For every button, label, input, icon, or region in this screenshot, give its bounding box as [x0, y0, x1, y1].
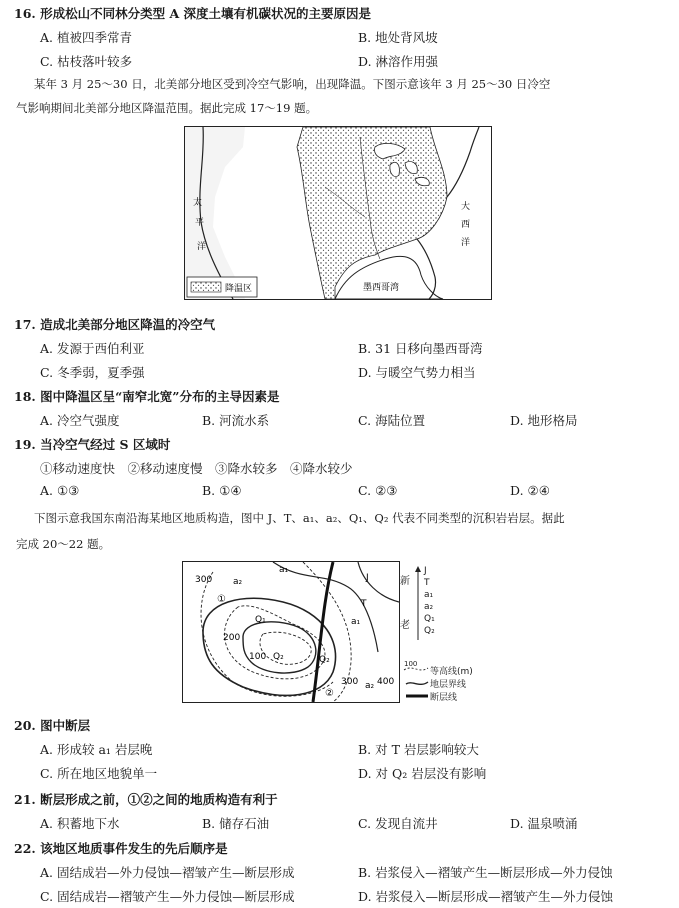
- lead1-line1: 某年 3 月 25～30 日，北美部分地区受到冷空气影响，出现降温。下图示意该年 3 月 25～30 日冷空: [34, 77, 551, 91]
- q17-stem: 17. 造成北美部分地区降温的冷空气: [14, 317, 216, 332]
- lead1-line2: 气影响期间北美部分地区降温范围。据此完成 17～19 题。: [16, 101, 318, 115]
- q20-option-d: D. 对 Q₂ 岩层没有影响: [358, 766, 487, 781]
- atlantic-label-2: 西: [461, 220, 471, 230]
- q18-option-a: A. 冷空气强度: [40, 413, 120, 428]
- q17-option-d: D. 与暖空气势力相当: [358, 365, 476, 380]
- stratum-boundary-ne: [358, 562, 399, 602]
- stratum-label-a2-nw: a₂: [233, 577, 243, 587]
- point-2-marker: ②: [325, 688, 334, 699]
- strata-seq-4: a₂: [424, 602, 434, 612]
- q16-option-a: A. 植被四季常青: [40, 30, 132, 45]
- q18-option-c: C. 海陆位置: [358, 413, 426, 428]
- q18-option-b: B. 河流水系: [202, 413, 270, 428]
- new-label: 新: [400, 576, 410, 587]
- contour-label-200: 200: [223, 633, 241, 643]
- gulf-of-mexico-label: 墨西哥湾: [363, 283, 400, 293]
- q19-option-b: B. ①④: [202, 483, 242, 498]
- stratum-label-q1: Q₁: [255, 615, 266, 625]
- lead2-line1: 下图示意我国东南沿海某地区地质构造，图中 J、T、a₁、a₂、Q₁、Q₂ 代表不同类型的沉积岩岩层。据此: [34, 511, 565, 525]
- q16-option-d: D. 淋溶作用强: [358, 54, 439, 69]
- contour-line-300: [201, 572, 333, 696]
- q17-option-b: B. 31 日移向墨西哥湾: [358, 341, 483, 356]
- q21-option-b: B. 储存石油: [202, 816, 270, 831]
- strata-seq-5: Q₁: [424, 614, 435, 624]
- pacific-label-3: 洋: [197, 242, 207, 252]
- q18-option-d: D. 地形格局: [510, 413, 578, 428]
- contour-line-100: [260, 632, 311, 664]
- fault-line: [313, 562, 333, 702]
- cooling-area-legend-swatch: [191, 282, 221, 292]
- old-label: 老: [400, 620, 410, 631]
- contour-label-300-se: 300: [341, 677, 359, 687]
- contour-label-100: 100: [249, 652, 267, 662]
- q21-option-c: C. 发现自流井: [358, 816, 438, 831]
- q22-option-b: B. 岩浆侵入—褶皱产生—断层形成—外力侵蚀: [358, 865, 613, 880]
- legend-contour-sample: 100: [404, 660, 418, 668]
- pacific-label-2: 平: [195, 218, 205, 228]
- geology-legend: [402, 662, 492, 702]
- q20-stem: 20. 图中断层: [14, 718, 91, 733]
- q16-option-c: C. 枯枝落叶较多: [40, 54, 133, 69]
- atlantic-label-1: 大: [461, 202, 471, 212]
- stratum-label-a1-north: a₁: [279, 565, 289, 575]
- strata-seq-3: a₁: [424, 590, 434, 600]
- stratum-label-q2-west: Q₂: [273, 652, 284, 662]
- q19-option-d: D. ②④: [510, 483, 550, 498]
- q21-option-d: D. 温泉喷涌: [510, 816, 578, 831]
- strata-seq-2: T: [424, 578, 430, 588]
- stratum-label-a2-se: a₂: [365, 681, 375, 691]
- point-1-marker: ①: [217, 594, 226, 605]
- q21-option-a: A. 积蓄地下水: [40, 816, 120, 831]
- q20-option-c: C. 所在地区地貌单一: [40, 766, 158, 781]
- q22-option-d: D. 岩浆侵入—断层形成—褶皱产生—外力侵蚀: [358, 889, 614, 904]
- strata-age-column: [398, 564, 438, 642]
- q16-option-b: B. 地处背风坡: [358, 30, 438, 45]
- lead2-line2: 完成 20～22 题。: [16, 537, 111, 551]
- q16-stem: 16. 形成松山不同林分类型 A 深度土壤有机碳状况的主要原因是: [14, 6, 372, 21]
- stratum-label-j: J: [366, 573, 369, 583]
- q22-option-a: A. 固结成岩—外力侵蚀—褶皱产生—断层形成: [40, 865, 295, 880]
- q20-option-a: A. 形成较 a₁ 岩层晚: [40, 742, 153, 757]
- strata-seq-6: Q₂: [424, 626, 435, 636]
- q19-option-a: A. ①③: [40, 483, 80, 498]
- q17-option-c: C. 冬季弱，夏季强: [40, 365, 145, 380]
- pacific-label-1: 太: [193, 198, 203, 208]
- legend-fault-label: 断层线: [430, 693, 458, 703]
- q19-option-c: C. ②③: [358, 483, 398, 498]
- q20-option-b: B. 对 T 岩层影响较大: [358, 742, 479, 757]
- geology-map: [182, 561, 400, 703]
- north-america-cooling-map: [184, 126, 492, 300]
- contour-label-400: 400: [377, 677, 395, 687]
- q18-stem: 18. 图中降温区呈“南窄北宽”分布的主导因素是: [14, 389, 280, 404]
- atlantic-label-3: 洋: [461, 238, 471, 248]
- stratum-label-t: T: [361, 599, 367, 609]
- legend-contour-label: 等高线(m): [430, 667, 473, 677]
- q22-stem: 22. 该地区地质事件发生的先后顺序是: [14, 841, 228, 856]
- stratum-label-q2-east: Q₂: [319, 655, 330, 665]
- q19-items: ①移动速度快 ②移动速度慢 ③降水较多 ④降水较少: [40, 461, 353, 476]
- q21-stem: 21. 断层形成之前，①②之间的地质构造有利于: [14, 792, 278, 807]
- stratum-label-a1-east: a₁: [351, 617, 361, 627]
- legend-boundary-label: 地层界线: [430, 680, 467, 690]
- contour-label-300-nw: 300: [195, 575, 213, 585]
- stratum-boundary-inner: [243, 622, 316, 673]
- q22-option-c: C. 固结成岩—褶皱产生—外力侵蚀—断层形成: [40, 889, 295, 904]
- q17-option-a: A. 发源于西伯利亚: [40, 341, 145, 356]
- strata-seq-1: J: [424, 566, 427, 576]
- q19-stem: 19. 当冷空气经过 S 区域时: [14, 437, 171, 452]
- cooling-area-legend-label: 降温区: [225, 284, 253, 294]
